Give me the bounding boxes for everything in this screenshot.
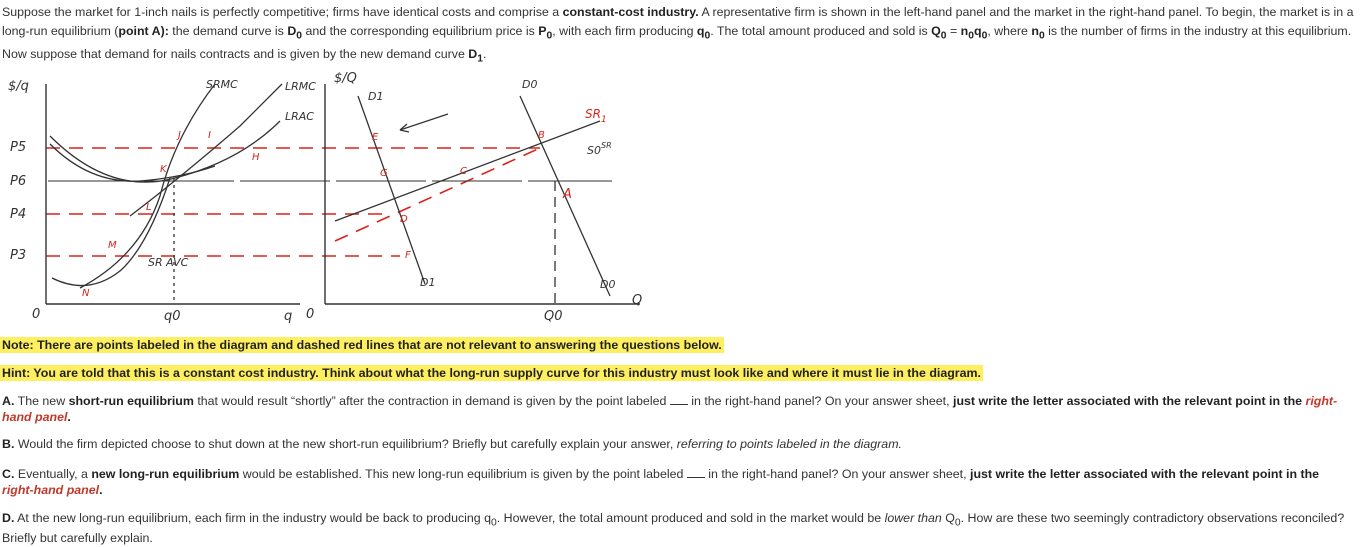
question-text: At the new long-run equilibrium, each firm in the industry would be back to producing [14, 511, 485, 525]
point-m-label: M [108, 240, 117, 251]
point-c-label: C [460, 166, 467, 177]
intro-bold: $D_1$ [468, 47, 483, 65]
question-bold: just write the letter associated with the relevant point in the [970, 467, 1320, 481]
sr0-label: $S0^{SR}$ [587, 141, 612, 157]
intro-text: = [946, 23, 961, 38]
intro-bold: $q_0$ [696, 23, 711, 41]
question-text: that would result “shortly” after the contraction in demand is given by the point labeled [193, 394, 670, 408]
question-text: . [67, 409, 71, 424]
lrmc-label: LRMC [285, 80, 316, 93]
red-emphasis: right-hand panel [2, 482, 100, 497]
intro-paragraph [2, 3, 1368, 69]
point-b-label: B [538, 130, 545, 141]
sravc-curve [52, 178, 170, 286]
question-text: . However, the total amount produced and sold in the market would be [496, 511, 885, 525]
intro-text: Suppose the market for 1-inch nails is perfectly competitive; firms have identical costs and comprise a [2, 5, 563, 19]
hint-banner: Hint: You are told that this is a constant cost industry. Think about what the long-run supply curve for this industry must look like and where it must lie in the diagram. [2, 366, 981, 380]
answer-blank [687, 467, 705, 478]
price-p6-label: P6 [10, 174, 27, 189]
Q0-tick-label: Q0 [544, 309, 563, 324]
question-b [2, 437, 1352, 453]
question-letter: B. [2, 437, 15, 451]
point-n-label: N [82, 288, 90, 299]
sravc-label: SR AVC [148, 256, 189, 269]
intro-bold: $D_0$ [287, 23, 303, 41]
intro-text: , where [987, 23, 1032, 38]
point-g-label: G [380, 168, 388, 179]
question-text: would be established. This new long-run equilibrium is given by the point labeled [239, 467, 687, 481]
left-axis-y-label: $/q [8, 79, 29, 94]
variable-sub: 0 [954, 517, 961, 529]
lrmc-curve [130, 84, 282, 216]
point-e-label: E [372, 132, 379, 143]
right-axis-y-label: $/Q [334, 71, 357, 86]
intro-bold: constant-cost industry. [562, 5, 699, 19]
economics-diagram [0, 66, 680, 328]
price-p4-label: P4 [10, 207, 27, 222]
question-text: Eventually, a [14, 467, 92, 481]
d1-bottom-label: D1 [420, 276, 436, 289]
intro-text: A representative firm is shown in the left-hand panel and the market in the right-hand panel. To begin, the market is in a long-run equilibrium ( [2, 5, 1354, 38]
d0-top-label: D0 [522, 78, 538, 91]
variable-sub: 0 [491, 517, 497, 529]
q0-tick-label: q0 [164, 309, 181, 324]
question-letter: D. [2, 511, 15, 525]
question-text: Would the firm depicted choose to shut down at the new short-run equilibrium? Briefly but carefully explain your answer, [14, 437, 677, 451]
note-banner: Note: There are points labeled in the diagram and dashed red lines that are not relevant to answering the questions below. [2, 338, 722, 352]
red-emphasis: right-hand panel [2, 394, 1338, 424]
question-text: . How are these two seemingly contradictory observations reconciled? Briefly but carefully explain. [2, 511, 1345, 545]
intro-text: . [483, 47, 487, 62]
left-axis-x-label: q [284, 309, 293, 324]
question-a [2, 394, 1352, 425]
srmc-label: SRMC [206, 78, 238, 91]
point-f-label: F [405, 250, 411, 261]
question-c [2, 467, 1352, 498]
variable-Q0: Q [941, 511, 955, 525]
intro-text: . The total amount produced and sold is [710, 23, 932, 38]
lrac-label: LRAC [285, 110, 314, 123]
question-bold: just write the letter associated with the relevant point in the [953, 394, 1303, 408]
shift-arrow [400, 114, 448, 130]
question-bold: new long-run equilibrium [91, 467, 240, 481]
intro-text: the demand curve is [168, 23, 288, 38]
intro-text: , with each firm producing [552, 23, 697, 38]
intro-text: and the corresponding equilibrium price is [302, 23, 539, 38]
intro-bold: $n_0$ [1031, 23, 1045, 41]
point-d-label: D [400, 214, 408, 225]
srac-curve [50, 144, 215, 181]
origin-left-label: 0 [32, 307, 41, 322]
point-a-label: A [563, 187, 572, 202]
left-panel-curves [50, 84, 282, 304]
intro-text: is the number of firms in the industry at this equilibrium. Now suppose that demand for nails contracts and is given by the new demand curve [2, 23, 1352, 62]
right-axis-x-label: Q [632, 293, 643, 308]
price-p5-label: P5 [10, 140, 27, 155]
point-h-label: H [252, 152, 260, 163]
question-bold: short-run equilibrium [68, 394, 194, 408]
intro-bold: point A): [118, 23, 169, 38]
answer-blank [670, 394, 688, 405]
point-i-label: I [208, 130, 211, 141]
d0-bottom-label: D0 [600, 278, 616, 291]
italic-text: lower than [884, 511, 942, 525]
dashed-red-lines [46, 148, 540, 256]
question-text: in the right-hand panel? On your answer sheet, [687, 394, 953, 408]
intro-bold: $n_0q_0$ [960, 23, 988, 41]
point-l-label: L [146, 202, 152, 213]
question-d [2, 511, 1352, 546]
italic-text: referring to points labeled in the diagram. [676, 437, 902, 451]
point-j-label: J [178, 130, 181, 141]
origin-right-label: 0 [306, 307, 315, 322]
price-p3-label: P3 [10, 248, 27, 263]
question-letter: C. [2, 467, 15, 481]
d1-top-label: D1 [368, 90, 384, 103]
question-text: The new [14, 394, 69, 408]
question-text: . [99, 482, 103, 497]
intro-bold: $P_0$ [538, 23, 553, 41]
sr1-label: $SR_1$ [585, 107, 607, 125]
question-letter: A. [2, 394, 15, 408]
variable-q0: q [484, 511, 492, 525]
intro-bold: $Q_0$ [931, 23, 947, 41]
question-text: in the right-hand panel? On your answer sheet, [704, 467, 970, 481]
left-panel-axes [46, 84, 300, 304]
point-k-label: K [160, 164, 167, 175]
